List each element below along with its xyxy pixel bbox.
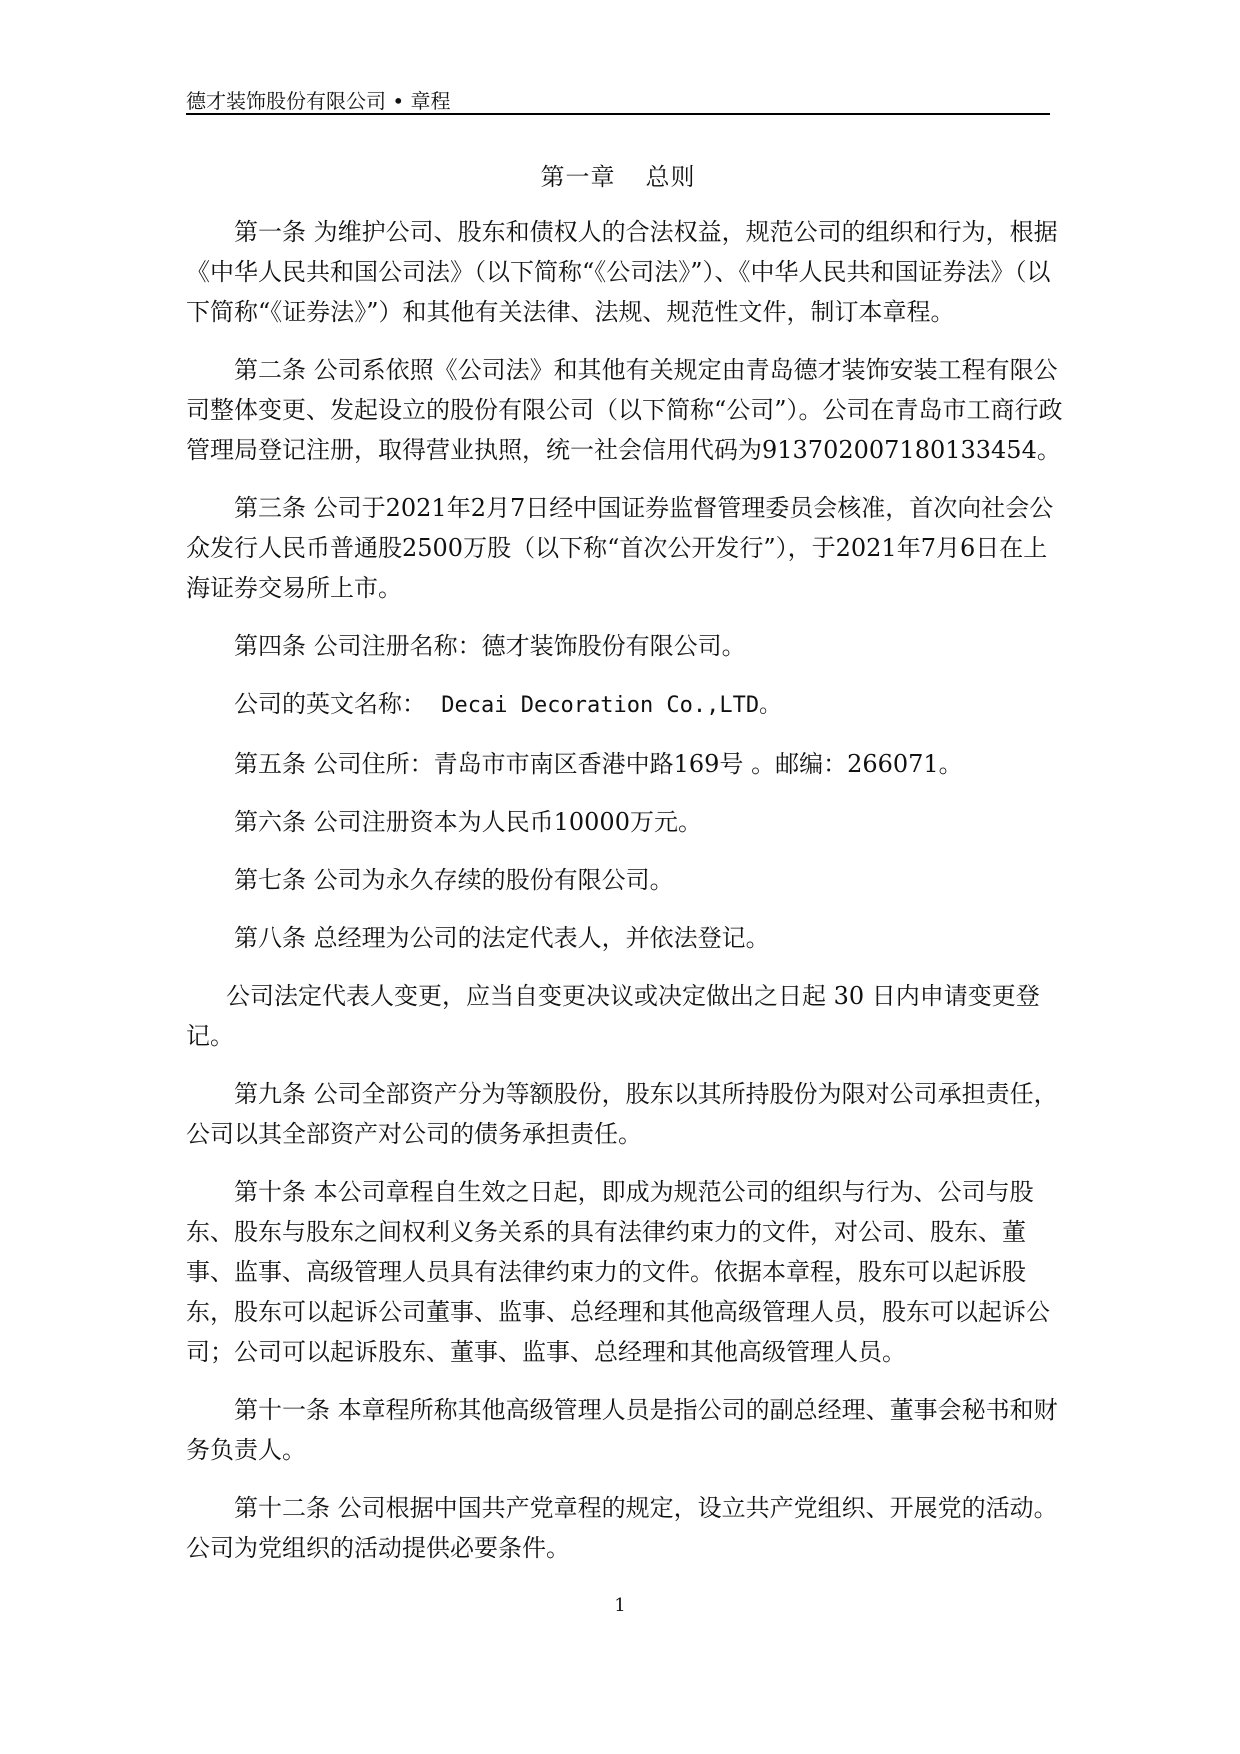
header-divider [186, 113, 1050, 115]
article-5: 第五条 公司住所：青岛市市南区香港中路169号 。邮编：266071。 [234, 750, 963, 778]
article-2: 第二条 公司系依照《公司法》和其他有关规定由青岛德才装饰安装工程有限公司整体变更、发起设立的股份有限公司（以下简称“公司”）。公司在青岛市工商行政管理局登记注册，取得营业执照，统一社会信用代码为913702007180133454。 [186, 356, 1063, 464]
english-name-paragraph [186, 684, 1066, 726]
english-name-label: 公司的英文名称： [234, 690, 426, 718]
article-10: 第十条 本公司章程自生效之日起，即成为规范公司的组织与行为、公司与股东、股东与股东之间权利义务关系的具有法律约束力的文件，对公司、股东、董事、监事、高级管理人员具有法律约束力的文件。依据本章程，股东可以起诉股东，股东可以起诉公司董事、监事、总经理和其他高级管理人员，股东可以起诉公司；公司可以起诉股东、董事、监事、总经理和其他高级管理人员。 [186, 1178, 1050, 1366]
article-6: 第六条 公司注册资本为人民币10000万元。 [234, 808, 702, 836]
article-4: 第四条 公司注册名称：德才装饰股份有限公司。 [234, 632, 746, 660]
document-body [186, 212, 1066, 1586]
article-8: 第八条 总经理为公司的法定代表人，并依法登记。 [234, 924, 770, 952]
article-11: 第十一条 本章程所称其他高级管理人员是指公司的副总经理、董事会秘书和财务负责人。 [186, 1396, 1058, 1464]
article-3: 第三条 公司于2021年2月7日经中国证券监督管理委员会核准，首次向社会公众发行人民币普通股2500万股（以下称“首次公开发行”），于2021年7月6日在上海证券交易所上市。 [186, 494, 1054, 602]
header-title: 德才装饰股份有限公司 • 章程 [186, 89, 451, 113]
article-8-clause: 公司法定代表人变更，应当自变更决议或决定做出之日起 30 日内申请变更登记。 [186, 982, 1040, 1050]
article-9: 第九条 公司全部资产分为等额股份，股东以其所持股份为限对公司承担责任，公司以其全部资产对公司的债务承担责任。 [186, 1080, 1058, 1148]
page-number: 1 [614, 1595, 626, 1616]
english-name-value: Decai Decoration Co.,LTD。 [441, 693, 782, 718]
article-7: 第七条 公司为永久存续的股份有限公司。 [234, 866, 674, 894]
chapter-name: 总则 [645, 163, 696, 191]
page-header [186, 86, 1050, 116]
article-1: 第一条 为维护公司、股东和债权人的合法权益，规范公司的组织和行为，根据《中华人民共和国公司法》（以下简称“《公司法》”）、《中华人民共和国证券法》（以下简称“《证券法》”）和其他有关法律、法规、规范性文件，制订本章程。 [186, 218, 1058, 326]
chapter-number: 第一章 [540, 163, 616, 191]
chapter-heading [186, 160, 1050, 194]
article-12: 第十二条 公司根据中国共产党章程的规定，设立共产党组织、开展党的活动。公司为党组织的活动提供必要条件。 [186, 1494, 1058, 1562]
